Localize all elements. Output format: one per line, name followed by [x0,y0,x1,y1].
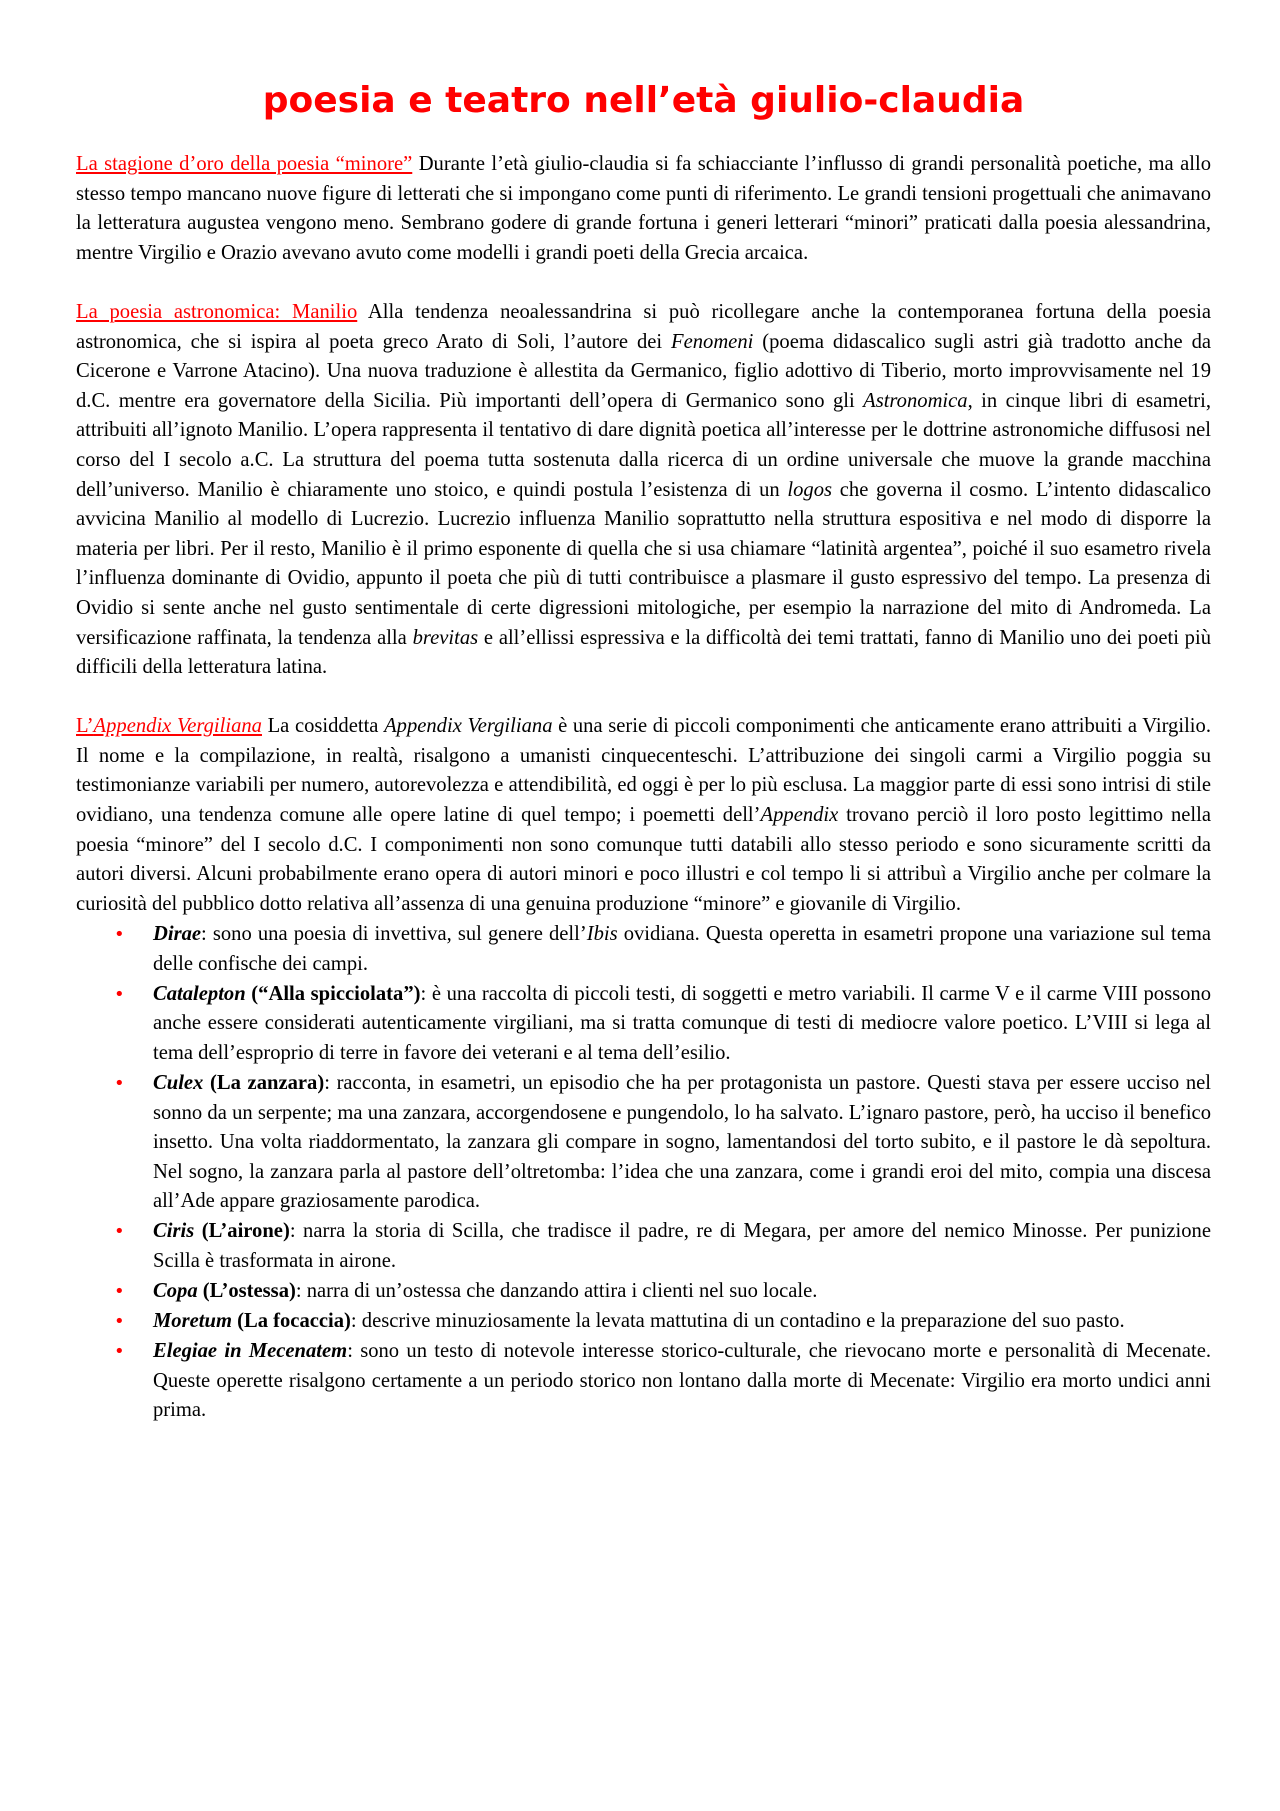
bullet-icon: • [114,1341,125,1363]
document-page [76,0,1211,1426]
item-title: Catalepton [153,982,246,1005]
item-text: : sono un testo di notevole interesse storico-culturale, che rievocano morte e personalità di Mecenate. Queste operette risalgono certamente a un periodo storico non lontano dalla morte di Mecenate: Virgilio era morto undici anni prima. [153,1340,1211,1422]
paragraph-appendix [76,712,1211,919]
item-title: Elegiae in Mecenatem [153,1340,348,1363]
item-text: : sono una poesia di invettiva, sul genere dell’ [201,922,587,945]
item-text: : è una raccolta di piccoli testi, di soggetti e metro variabili. Il carme V e il carme VIII possono anche essere considerati autenticamente virgiliani, ma si tratta comunque di testi di mediocre valore poetico. L’VIII si lega al tema dell’esproprio di terre in favore dei veterani e al tema dell’esilio. [153,982,1211,1064]
bullet-icon: • [114,1281,125,1303]
item-text: : narra di un’ostessa che danzando attira i clienti nel suo locale. [295,1280,818,1303]
text-run: , in cinque libri di esametri, attribuiti all’ignoto Manilio. L’opera rappresenta il tentativo di dare dignità poetica all’interesse per le dottrine astronomiche diffusosi nel corso del I secolo a.C. La struttura del poema tutta sostenuta dalla ricerca di un ordine universale che muove la grande macchina dell’universo. Manilio è chiaramente uno stoico, e quindi postula l’esistenza di un [76,389,1212,501]
italic-run: brevitas [412,626,479,649]
text-run: (poema didascalico sugli astri già tradotto anche da Cicerone e Varrone Atacino). Una nuova traduzione è allestita da Germanico, figlio adottivo di Tiberio, morto improvvisamente nel 19 d.C. mentre era governatore della Sicilia. Più importanti dell’opera di Germanico sono gli [76,330,1212,412]
text-run: e all’ellissi espressiva e la difficoltà dei temi trattati, fanno di Manilio uno dei poeti più difficili della letteratura latina. [76,626,1211,679]
paragraph-gap [76,268,1211,298]
paragraph-gap [76,683,1211,713]
bullet-icon: • [114,1072,125,1094]
item-text: ovidiana. Questa operetta in esametri propone una variazione sul tema delle confische dei campi. [153,922,1211,975]
item-subtitle: (La zanzara) [203,1071,325,1094]
text-run: La cosiddetta [261,715,385,738]
italic-run: Appendix Vergiliana [384,715,553,738]
list-item-moretum [76,1307,1211,1337]
item-title: Moretum [153,1310,232,1333]
list-item-elegiae [76,1337,1211,1426]
paragraph-manilio [76,298,1211,683]
italic-run: Fenomeni [671,330,754,353]
bullet-icon: • [114,923,125,945]
item-text: : racconta, in esametri, un episodio che ha per protagonista un pastore. Questi stava per essere ucciso nel sonno da un serpente; ma una zanzara, accorgendosene e pungendolo, lo ha salvato. L’ignaro pastore, però, ha ucciso il benefico insetto. Una volta riaddormentato, la zanzara gli compare in sogno, lamentandosi del torto subito, e il pastore le dà sepoltura. Nel sogno, la zanzara parla al pastore dell’oltretomba: l’idea che una zanzara, come i grandi eroi del mito, compia una discesa all’Ade appare graziosamente parodica. [153,1071,1211,1213]
item-title: Culex [153,1071,204,1094]
item-subtitle: (L’ostessa) [197,1280,296,1303]
list-item-copa [76,1277,1211,1307]
section-heading-poesia-minore: La stagione d’oro della poesia “minore” [76,153,413,175]
list-item-ciris [76,1217,1211,1276]
appendix-works-list [76,920,1211,1426]
bullet-icon: • [114,1221,125,1243]
item-text: : narra la storia di Scilla, che tradisce il padre, re di Megara, per amore del nemico Minosse. Per punizione Scilla è trasformata in airone. [153,1220,1211,1272]
page-title: poesia e teatro nell’età giulio-claudia [262,80,1025,121]
item-subtitle: (“Alla spicciolata”) [245,982,421,1005]
heading-italic-run: Appendix Vergiliana [93,715,262,738]
text-run: che governa il cosmo. L’intento didascalico avvicina Manilio al modello di Lucrezio. Lucrezio influenza Manilio soprattutto nella struttura espositiva e nel modo di disporre la materia per libri. Per il resto, Manilio è il primo esponente di quella che si usa chiamare “latinità argentea”, poiché il suo esametro rivela l’influenza dominante di Ovidio, appunto il poeta che più di tutti contribuisce a plasmare il gusto espressivo del tempo. La presenza di Ovidio si sente anche nel gusto sentimentale di certe digressioni mitologiche, per esempio la narrazione del mito di Andromeda. La versificazione raffinata, la tendenza alla [76,478,1211,649]
section-heading-appendix [76,715,262,737]
text-run: trovano perciò il loro posto legittimo nella poesia “minore” del I secolo d.C. I componimenti non sono comunque tutti databili allo stesso periodo e sono sicuramente scritti da autori diversi. Alcuni probabilmente erano opera di autori minori e poco illustri e col tempo li si attribuì a Virgilio anche per colmare la curiosità del pubblico dotto relativa all’assenza di una genuina produzione “minore” e giovanile di Virgilio. [76,804,1212,915]
bullet-icon: • [114,1311,125,1333]
heading-run: L’ [76,715,94,738]
item-subtitle: (L’airone) [194,1220,290,1243]
section-heading-manilio: La poesia astronomica: Manilio [76,300,358,323]
item-subtitle: (La focaccia) [231,1310,351,1333]
italic-run: Appendix [760,804,839,827]
item-title: Copa [153,1280,198,1303]
paragraph-poesia-minore [76,150,1211,268]
italic-run: Astronomica [863,389,968,412]
list-item-catalepton [76,980,1211,1069]
item-text: : descrive minuziosamente la levata mattutina di un contadino e la preparazione del suo pasto. [350,1310,1125,1333]
item-italic: Ibis [586,922,618,945]
item-title: Ciris [153,1220,195,1243]
item-title: Dirae [153,922,202,945]
italic-run: logos [787,478,833,501]
list-item-dirae [76,920,1211,979]
list-item-culex [76,1069,1211,1217]
bullet-icon: • [114,983,125,1005]
text-run: Alla tendenza neoalessandrina si può ricollegare anche la contemporanea fortuna della poesia astronomica, che si ispira al poeta greco Arato di Soli, l’autore dei [76,300,1211,353]
paragraph-text: Durante l’età giulio-claudia si fa schiacciante l’influsso di grandi personalità poetiche, ma allo stesso tempo mancano nuove figure di letterati che si impongano come punti di riferimento. Le grandi tensioni progettuali che animavano la letteratura augustea vengono meno. Sembrano godere di grande fortuna i generi letterari “minori” praticati dalla poesia alessandrina, mentre Virgilio e Orazio avevano avuto come modelli i grandi poeti della Grecia arcaica. [76,153,1211,264]
text-run: è una serie di piccoli componimenti che anticamente erano attribuiti a Virgilio. Il nome e la compilazione, in realtà, risalgono a umanisti cinquecenteschi. L’attribuzione dei singoli carmi a Virgilio poggia su testimonianze variabili per numero, autorevolezza e attendibilità, ed oggi è per lo più esclusa. La maggior parte di essi sono intrisi di stile ovidiano, una tendenza comune alle opere latine di quel tempo; i poemetti dell’ [76,715,1211,827]
